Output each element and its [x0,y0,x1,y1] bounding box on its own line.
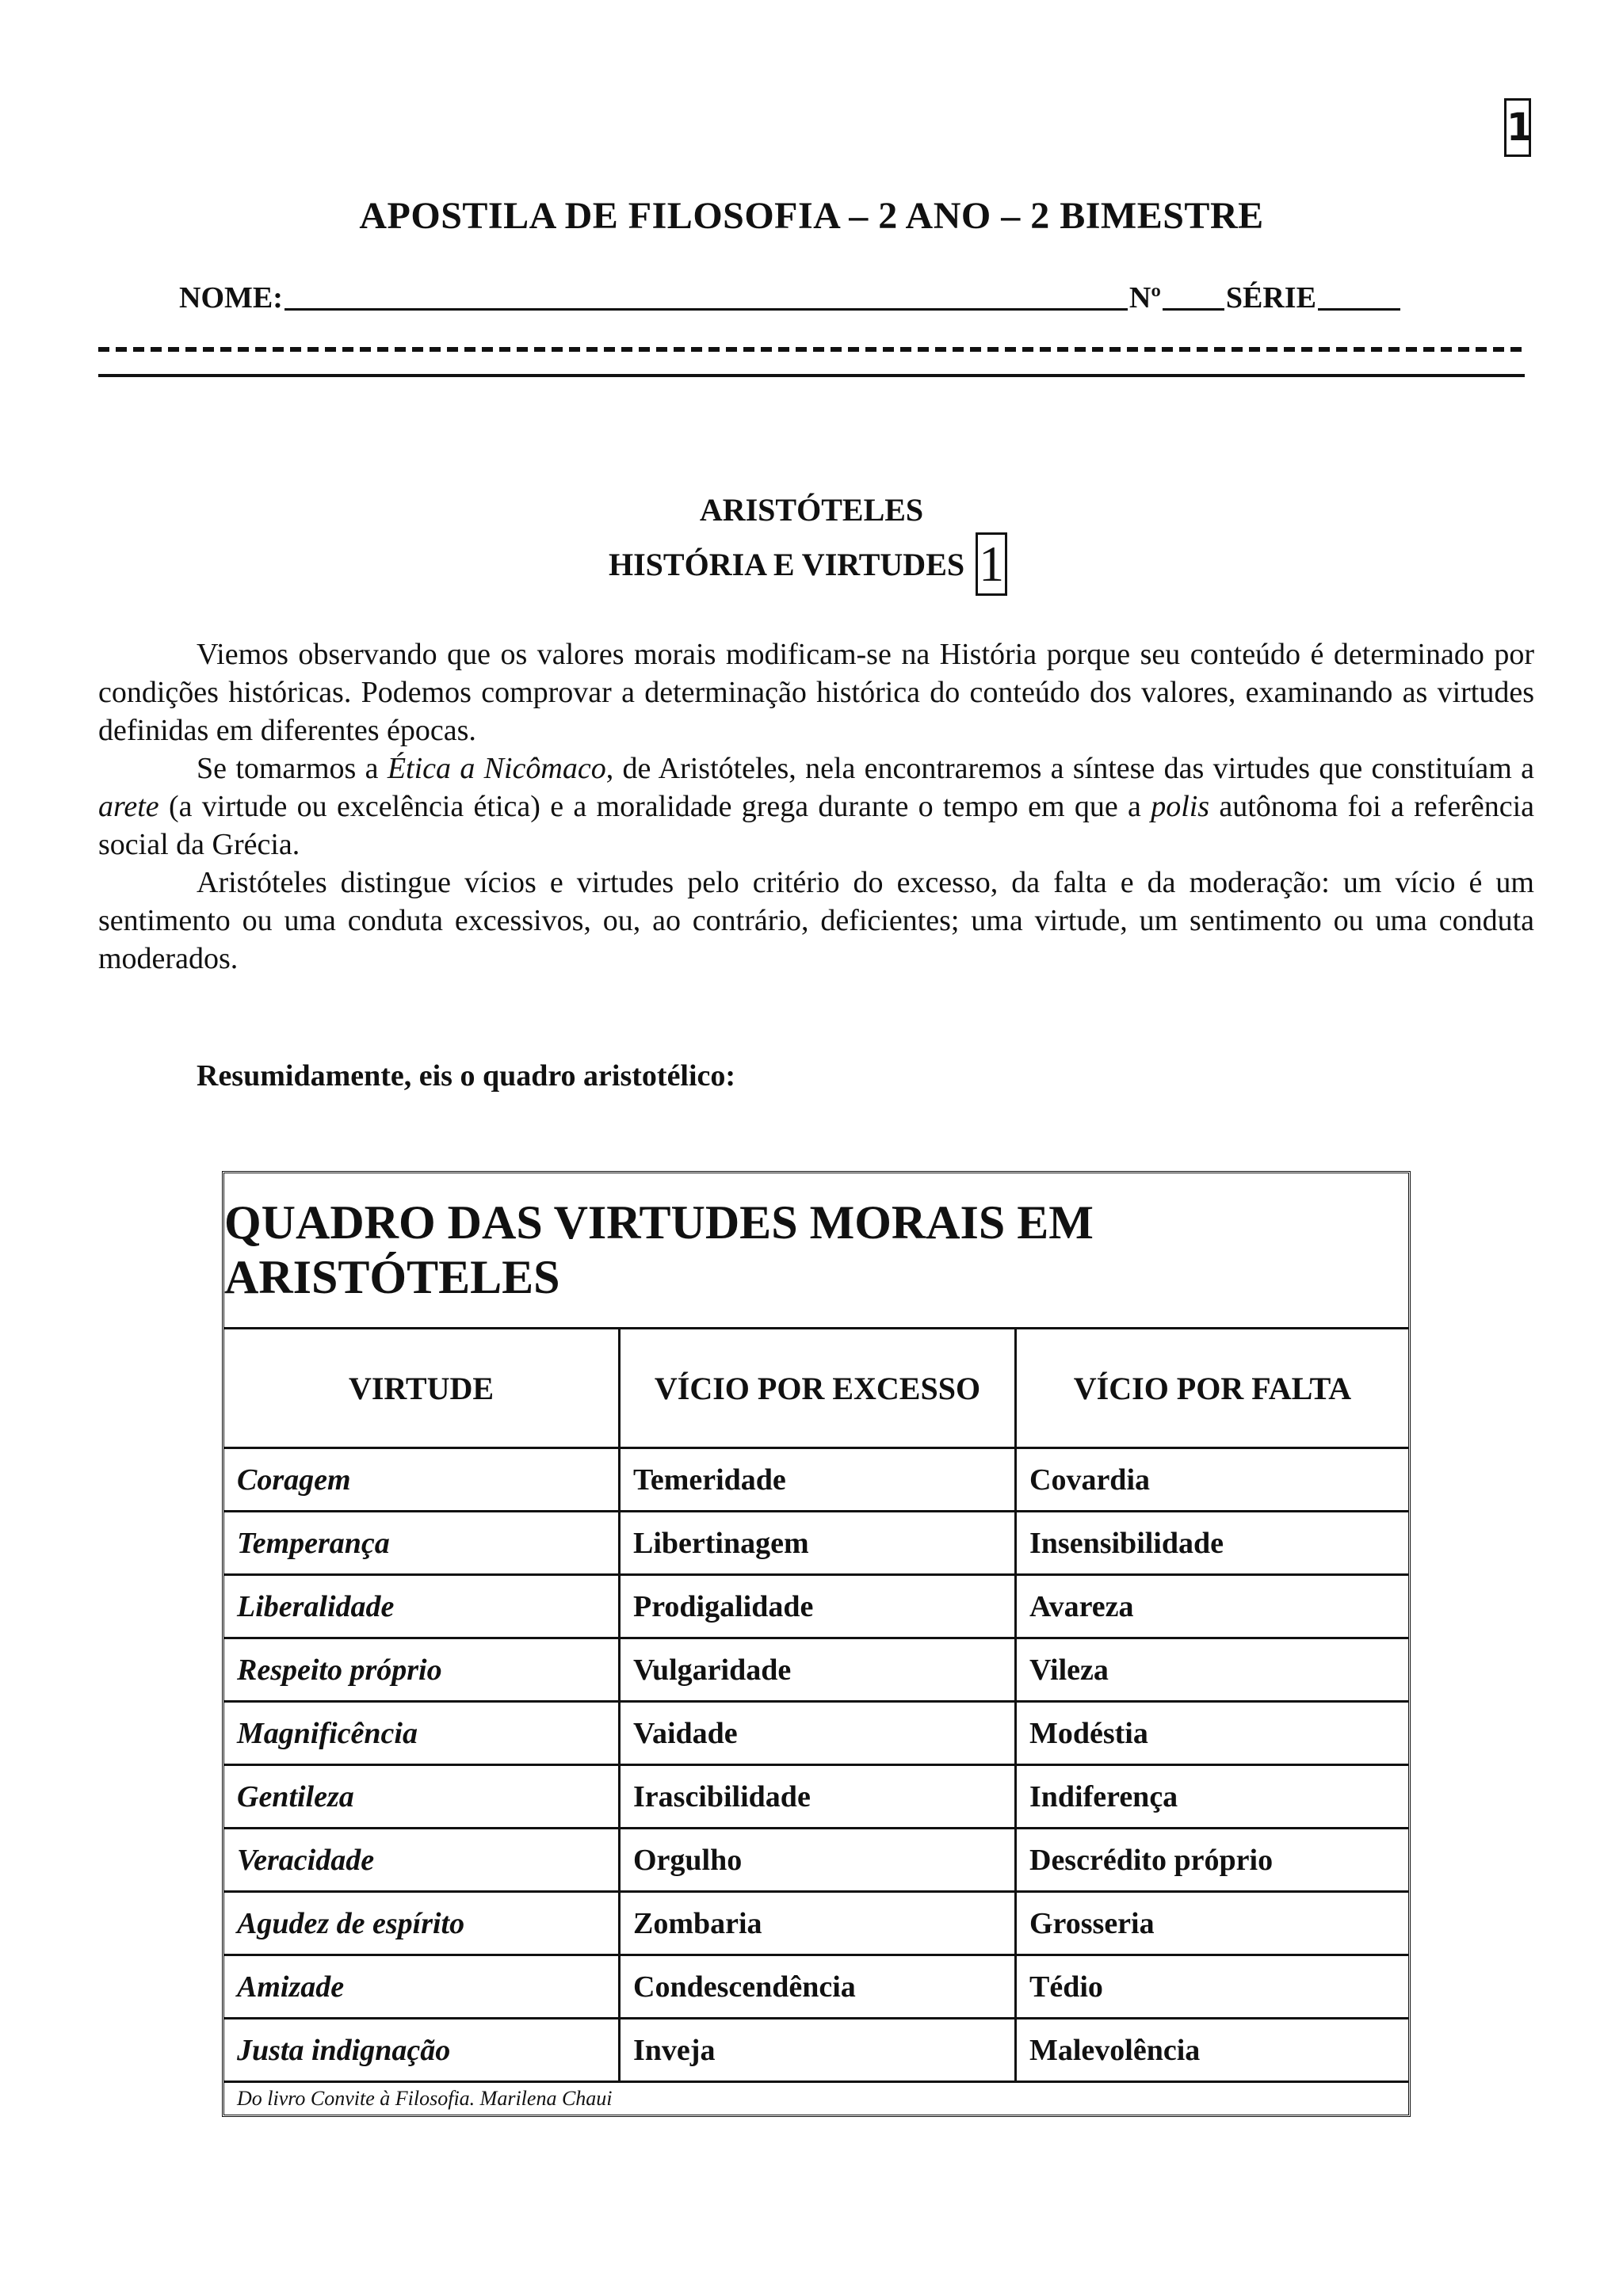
deficiency-cell: Avareza [1029,1589,1134,1623]
document-title: APOSTILA DE FILOSOFIA – 2 ANO – 2 BIMESTRE [359,195,1264,237]
deficiency-cell: Indiferença [1029,1779,1178,1814]
table-row [224,1639,1408,1703]
series-label: SÉRIE [1225,281,1316,315]
summary-intro: Resumidamente, eis o quadro aristotélico: [197,1059,736,1093]
p2-text-c: , de Aristóteles, nela encontraremos a síntese das virtudes que constituíam a [605,752,1534,785]
virtue-cell: Gentileza [224,1766,621,1827]
excess-cell: Condescendência [621,1956,1017,2017]
p2-book-title: Ética a Nicômaco [387,752,606,785]
deficiency-cell: Tédio [1029,1970,1103,2004]
number-label: Nº [1128,281,1161,315]
excess-cell: Irascibilidade [621,1766,1017,1827]
excess-cell: Vulgaridade [621,1639,1017,1700]
virtue-cell: Respeito próprio [224,1639,621,1700]
deficiency-cell: Vileza [1029,1653,1109,1687]
table-row [224,1956,1408,2019]
page-number: 1 [1504,98,1531,157]
p2-text-e: (a virtude ou excelência ética) e a moralidade grega durante o tempo em que a [158,790,1151,823]
virtue-cell: Veracidade [224,1829,621,1890]
p2-text-a: Se tomarmos a [197,752,388,785]
header-deficiency: VÍCIO POR FALTA [1073,1370,1352,1406]
paragraph-2 [98,749,1534,864]
excess-cell: Prodigalidade [621,1576,1017,1637]
virtue-cell: Justa indignação [224,2019,621,2081]
table-source: Do livro Convite à Filosofia. Marilena Chaui [237,2087,613,2110]
virtue-cell: Magnificência [224,1703,621,1764]
virtue-cell: Temperança [224,1512,621,1573]
excess-cell: Temeridade [621,1449,1017,1510]
table-row [224,1766,1408,1829]
table-row [224,1893,1408,1956]
solid-divider [98,374,1525,377]
virtue-cell: Agudez de espírito [224,1893,621,1954]
deficiency-cell: Insensibilidade [1029,1526,1224,1560]
p2-term-arete: arete [98,790,159,823]
deficiency-cell: Modéstia [1029,1716,1148,1750]
virtue-cell: Liberalidade [224,1576,621,1637]
excess-cell: Orgulho [621,1829,1017,1890]
dashed-divider [98,342,1525,361]
name-blank [285,277,1128,311]
excess-cell: Inveja [621,2019,1017,2081]
excess-cell: Vaidade [621,1703,1017,1764]
header-virtue: VIRTUDE [224,1329,621,1447]
paragraph-3: Aristóteles distingue vícios e virtudes pelo critério do excesso, da falta e da moderação: um vício é um sentimento ou uma conduta excessivos, ou, ao contrário, deficientes; uma virtude, um sentimento ou uma conduta moderados. [98,866,1534,975]
deficiency-cell: Malevolência [1029,2033,1201,2067]
table-row [224,1512,1408,1576]
excess-cell: Libertinagem [621,1512,1017,1573]
virtues-table [222,1171,1411,2117]
deficiency-cell: Grosseria [1029,1906,1155,1940]
virtue-cell: Coragem [224,1449,621,1510]
section-title: ARISTÓTELES [699,492,924,528]
deficiency-cell: Descrédito próprio [1029,1843,1274,1877]
table-row [224,2019,1408,2083]
deficiency-cell: Covardia [1029,1463,1150,1497]
student-form [179,271,1455,315]
series-blank [1318,277,1400,311]
section-number-box: 1 [976,532,1007,596]
table-title: QUADRO DAS VIRTUDES MORAIS EM ARISTÓTELES [224,1173,1408,1329]
table-row [224,1829,1408,1893]
section-subtitle-text: HISTÓRIA E VIRTUDES [609,546,965,582]
header-excess: VÍCIO POR EXCESSO [621,1329,1017,1447]
virtue-cell: Amizade [224,1956,621,2017]
excess-cell: Zombaria [621,1893,1017,1954]
number-blank [1163,277,1224,311]
table-row [224,1449,1408,1512]
body-text [98,635,1534,978]
p2-text-g: autônoma foi a referência social da Grécia. [98,790,1535,861]
paragraph-1: Viemos observando que os valores morais modificam-se na História porque seu conteúdo é determinado por condições históricas. Podemos comprovar a determinação histórica do conteúdo dos valores, examinando as virtudes definidas em diferentes épocas. [98,638,1534,747]
p2-term-polis: polis [1151,790,1210,823]
table-row [224,1703,1408,1766]
name-label: NOME: [179,281,283,315]
section-subtitle [609,532,1007,596]
table-header-row [224,1329,1408,1449]
table-row [224,1576,1408,1639]
